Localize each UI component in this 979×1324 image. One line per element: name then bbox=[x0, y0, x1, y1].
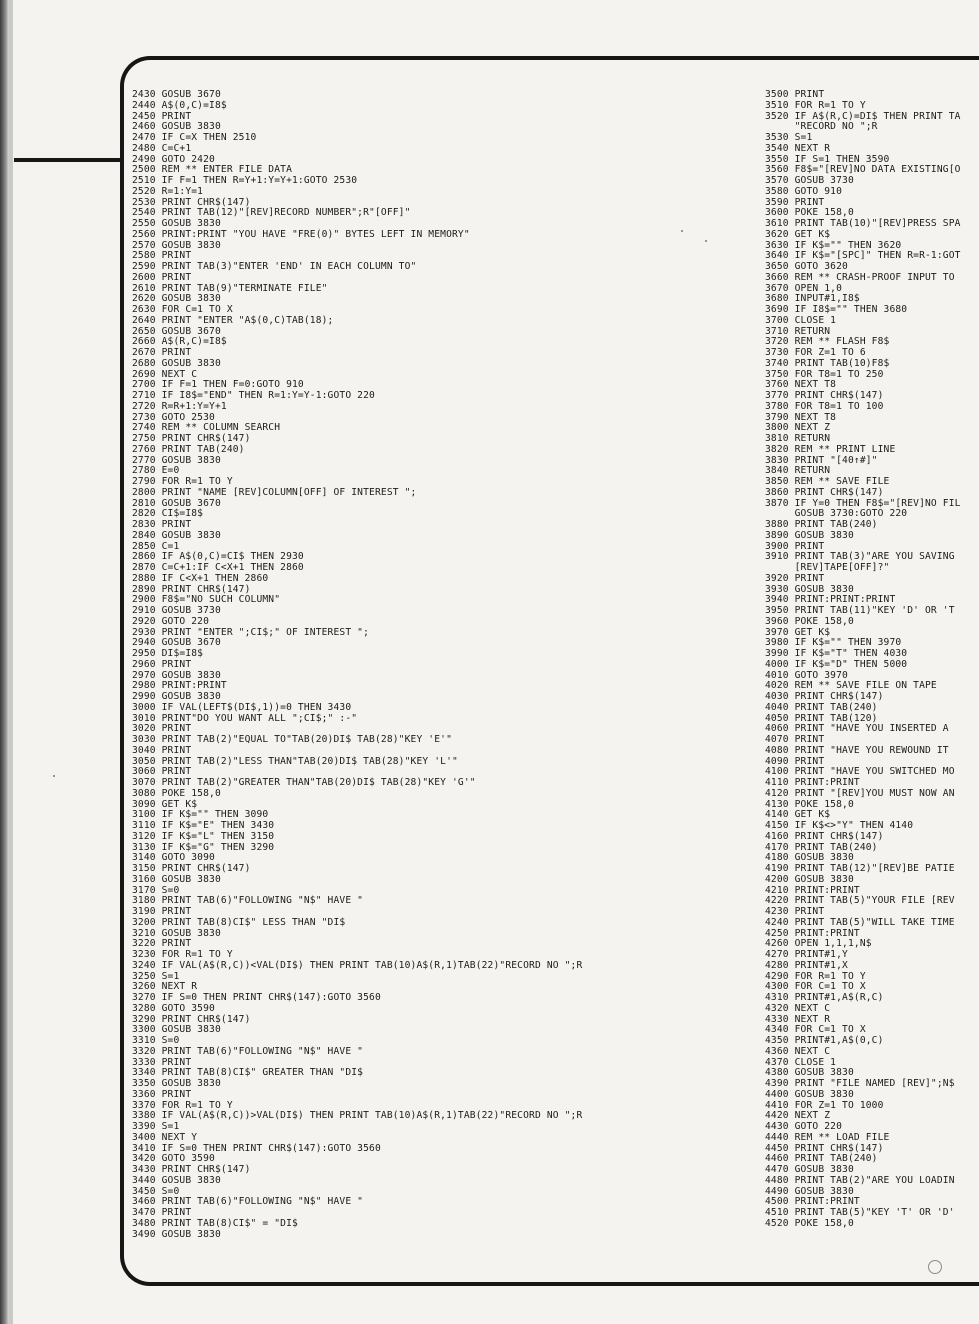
code-line: 3890 GOSUB 3830 bbox=[765, 529, 854, 541]
code-line: 3980 IF K$="" THEN 3970 bbox=[765, 637, 902, 649]
code-line: 3260 NEXT R bbox=[132, 981, 198, 993]
code-line: 4380 GOSUB 3830 bbox=[765, 1067, 854, 1079]
code-line: 2900 F8$="NO SUCH COLUMN" bbox=[132, 594, 281, 606]
code-line: 3090 GET K$ bbox=[132, 798, 198, 810]
code-line: 3010 PRINT"DO YOU WANT ALL ";CI$;" :-" bbox=[132, 712, 358, 724]
code-line: 4390 PRINT "FILE NAMED [REV]";N$ bbox=[765, 1078, 955, 1089]
code-line: 2990 GOSUB 3830 bbox=[132, 691, 221, 702]
frame-tab-rule bbox=[14, 158, 120, 162]
code-line: 3540 NEXT R bbox=[765, 142, 831, 154]
code-line: 2890 PRINT CHR$(147) bbox=[132, 583, 251, 595]
code-line: 3080 POKE 158,0 bbox=[132, 787, 221, 799]
code-line: 3150 PRINT CHR$(147) bbox=[132, 863, 251, 874]
code-line: 3740 PRINT TAB(10)F8$ bbox=[765, 357, 890, 369]
code-line: 3360 PRINT bbox=[132, 1088, 192, 1100]
code-line: 4200 GOSUB 3830 bbox=[765, 873, 854, 885]
code-line: 2480 C=C+1 bbox=[132, 142, 192, 154]
code-line: 2760 PRINT TAB(240) bbox=[132, 443, 245, 455]
code-line: 4060 PRINT "HAVE YOU INSERTED A bbox=[765, 723, 949, 735]
code-line: [REV]TAPE[OFF]?" bbox=[765, 562, 890, 573]
code-line: 4400 GOSUB 3830 bbox=[765, 1088, 854, 1100]
code-line: 3290 PRINT CHR$(147) bbox=[132, 1013, 251, 1025]
code-line: 3510 FOR R=1 TO Y bbox=[765, 99, 866, 111]
code-line: 3370 FOR R=1 TO Y bbox=[132, 1099, 233, 1111]
code-line: 2500 REM ** ENTER FILE DATA bbox=[132, 164, 292, 176]
code-line: 2780 E=0 bbox=[132, 465, 180, 477]
code-line: 2790 FOR R=1 TO Y bbox=[132, 476, 233, 487]
code-line: 2510 IF F=1 THEN R=Y+1:Y=Y+1:GOTO 2530 bbox=[132, 175, 358, 186]
code-line: 4240 PRINT TAB(5)"WILL TAKE TIME bbox=[765, 916, 955, 928]
code-line: 3070 PRINT TAB(2)"GREATER THAN"TAB(20)DI$ TAB(28)"KEY 'G'" bbox=[132, 777, 476, 788]
code-line: 2870 C=C+1:IF C<X+1 THEN 2860 bbox=[132, 562, 304, 573]
code-line: 2680 GOSUB 3830 bbox=[132, 357, 221, 369]
code-line: 3620 GET K$ bbox=[765, 228, 831, 240]
code-line: 4420 NEXT Z bbox=[765, 1110, 831, 1122]
code-line: 4220 PRINT TAB(5)"YOUR FILE [REV bbox=[765, 895, 955, 907]
code-line: 3560 F8$="[REV]NO DATA EXISTING[O bbox=[765, 164, 961, 176]
code-line: 4280 PRINT#1,X bbox=[765, 959, 848, 971]
code-line: 3180 PRINT TAB(6)"FOLLOWING "N$" HAVE " bbox=[132, 895, 364, 907]
code-line: 3880 PRINT TAB(240) bbox=[765, 519, 878, 530]
code-line: 3600 POKE 158,0 bbox=[765, 207, 854, 219]
code-line: 3350 GOSUB 3830 bbox=[132, 1078, 221, 1089]
code-line: 3850 REM ** SAVE FILE bbox=[765, 476, 890, 487]
code-line: 3040 PRINT bbox=[132, 744, 192, 756]
code-line: 3440 GOSUB 3830 bbox=[132, 1174, 221, 1186]
code-line: 4490 GOSUB 3830 bbox=[765, 1185, 854, 1197]
code-line: 3690 IF I8$="" THEN 3680 bbox=[765, 304, 908, 315]
code-line: 2650 GOSUB 3670 bbox=[132, 325, 221, 337]
listing-left-column bbox=[132, 90, 672, 1270]
code-line: 2810 GOSUB 3670 bbox=[132, 497, 221, 509]
code-line: 3670 OPEN 1,0 bbox=[765, 282, 843, 294]
code-line: 4260 OPEN 1,1,1,N$ bbox=[765, 938, 872, 950]
code-line: 3840 RETURN bbox=[765, 465, 831, 477]
code-line: 2730 GOTO 2530 bbox=[132, 411, 215, 423]
code-line: 2840 GOSUB 3830 bbox=[132, 529, 221, 541]
code-line: 3410 IF S=0 THEN PRINT CHR$(147):GOTO 3560 bbox=[132, 1142, 381, 1154]
code-line: 2750 PRINT CHR$(147) bbox=[132, 433, 251, 444]
code-line: 4040 PRINT TAB(240) bbox=[765, 701, 878, 713]
code-line: 3130 IF K$="G" THEN 3290 bbox=[132, 841, 275, 853]
code-line: 4500 PRINT:PRINT bbox=[765, 1196, 860, 1208]
code-line: 4090 PRINT bbox=[765, 755, 825, 767]
code-line: 3790 NEXT T8 bbox=[765, 411, 837, 423]
code-line: 3520 IF A$(R,C)=DI$ THEN PRINT TA bbox=[765, 110, 961, 122]
code-line: 3970 GET K$ bbox=[765, 626, 831, 638]
code-line: 3270 IF S=0 THEN PRINT CHR$(147):GOTO 3560 bbox=[132, 992, 381, 1003]
code-line: 2470 IF C=X THEN 2510 bbox=[132, 132, 257, 143]
code-line: 3320 PRINT TAB(6)"FOLLOWING "N$" HAVE " bbox=[132, 1045, 364, 1057]
code-line: 4310 PRINT#1,A$(R,C) bbox=[765, 992, 884, 1003]
code-line: 3900 PRINT bbox=[765, 540, 825, 552]
code-line: 4080 PRINT "HAVE YOU REWOUND IT bbox=[765, 744, 949, 756]
code-line: 3580 GOTO 910 bbox=[765, 185, 843, 197]
code-line: 2820 CI$=I8$ bbox=[132, 508, 204, 520]
code-line: 4230 PRINT bbox=[765, 906, 825, 917]
code-line: 4250 PRINT:PRINT bbox=[765, 927, 860, 939]
code-line: 3550 IF S=1 THEN 3590 bbox=[765, 153, 890, 165]
code-line: 4020 REM ** SAVE FILE ON TAPE bbox=[765, 680, 937, 692]
code-line: 3780 FOR T8=1 TO 100 bbox=[765, 400, 884, 412]
code-line: 3000 IF VAL(LEFT$(DI$,1))=0 THEN 3430 bbox=[132, 701, 352, 713]
code-line: 3460 PRINT TAB(6)"FOLLOWING "N$" HAVE " bbox=[132, 1196, 364, 1208]
code-line: 4160 PRINT CHR$(147) bbox=[765, 830, 884, 842]
code-line: 3480 PRINT TAB(8)CI$" = "DI$ bbox=[132, 1217, 298, 1229]
code-line: 4320 NEXT C bbox=[765, 1002, 831, 1014]
code-line: 3800 NEXT Z bbox=[765, 422, 831, 434]
code-line: 2700 IF F=1 THEN F=0:GOTO 910 bbox=[132, 379, 304, 391]
code-line: 3940 PRINT:PRINT:PRINT bbox=[765, 594, 896, 606]
code-line: 4520 POKE 158,0 bbox=[765, 1217, 854, 1229]
code-line: 4010 GOTO 3970 bbox=[765, 669, 848, 681]
code-line: 4180 GOSUB 3830 bbox=[765, 852, 854, 864]
code-line: 2920 GOTO 220 bbox=[132, 615, 210, 627]
code-line: 3770 PRINT CHR$(147) bbox=[765, 390, 884, 401]
code-line: 2850 C=1 bbox=[132, 540, 180, 552]
code-line: 2610 PRINT TAB(9)"TERMINATE FILE" bbox=[132, 282, 328, 294]
code-line: 3280 GOTO 3590 bbox=[132, 1002, 215, 1014]
code-line: 4290 FOR R=1 TO Y bbox=[765, 970, 866, 982]
code-line: 2710 IF I8$="END" THEN R=1:Y=Y-1:GOTO 220 bbox=[132, 390, 375, 401]
code-line: 4410 FOR Z=1 TO 1000 bbox=[765, 1099, 884, 1111]
code-line: 2940 GOSUB 3670 bbox=[132, 637, 221, 649]
code-line: 4110 PRINT:PRINT bbox=[765, 777, 860, 788]
code-line: 3660 REM ** CRASH-PROOF INPUT TO bbox=[765, 271, 955, 283]
code-line: 4480 PRINT TAB(2)"ARE YOU LOADIN bbox=[765, 1174, 955, 1186]
listing-right-column bbox=[765, 90, 979, 1270]
paper-speck bbox=[681, 230, 683, 232]
code-line: 3870 IF Y=0 THEN F8$="[REV]NO FIL bbox=[765, 497, 961, 509]
code-line: 3930 GOSUB 3830 bbox=[765, 583, 854, 595]
code-line: 3950 PRINT TAB(11)"KEY 'D' OR 'T bbox=[765, 605, 955, 616]
code-line: 2770 GOSUB 3830 bbox=[132, 454, 221, 466]
code-line: 2490 GOTO 2420 bbox=[132, 153, 215, 165]
page-binding-shadow bbox=[9, 0, 13, 1324]
code-line: 2660 A$(R,C)=I8$ bbox=[132, 336, 227, 348]
code-line: 3160 GOSUB 3830 bbox=[132, 873, 221, 885]
code-line: 3140 GOTO 3090 bbox=[132, 852, 215, 864]
code-line: 2590 PRINT TAB(3)"ENTER 'END' IN EACH COLUMN TO" bbox=[132, 261, 417, 272]
code-line: 3530 S=1 bbox=[765, 132, 813, 143]
code-line: 4460 PRINT TAB(240) bbox=[765, 1153, 878, 1165]
code-line: 3810 RETURN bbox=[765, 433, 831, 444]
code-line: 3990 IF K$="T" THEN 4030 bbox=[765, 648, 908, 659]
code-line: 2980 PRINT:PRINT bbox=[132, 680, 227, 692]
code-line: 2910 GOSUB 3730 bbox=[132, 605, 221, 616]
punch-hole-icon bbox=[928, 1260, 942, 1274]
code-line: 4350 PRINT#1,A$(0,C) bbox=[765, 1035, 884, 1046]
code-line: 2690 NEXT C bbox=[132, 368, 198, 380]
code-line: 3700 CLOSE 1 bbox=[765, 314, 837, 326]
code-line: 4100 PRINT "HAVE YOU SWITCHED MO bbox=[765, 766, 955, 778]
code-line: 4470 GOSUB 3830 bbox=[765, 1164, 854, 1175]
code-line: 3500 PRINT bbox=[765, 90, 825, 100]
code-line: 3060 PRINT bbox=[132, 766, 192, 778]
code-line: 3820 REM ** PRINT LINE bbox=[765, 443, 896, 455]
code-line: 4370 CLOSE 1 bbox=[765, 1056, 837, 1068]
code-line: 3380 IF VAL(A$(R,C))>VAL(DI$) THEN PRINT TAB(10)A$(R,1)TAB(22)"RECORD NO ";R bbox=[132, 1110, 583, 1122]
code-line: 4450 PRINT CHR$(147) bbox=[765, 1142, 884, 1154]
code-line: 3330 PRINT bbox=[132, 1056, 192, 1068]
code-line: 4140 GET K$ bbox=[765, 809, 831, 821]
code-line: 2450 PRINT bbox=[132, 110, 192, 122]
code-line: 2720 R=R+1:Y=Y+1 bbox=[132, 400, 227, 412]
code-line: 2460 GOSUB 3830 bbox=[132, 121, 221, 133]
code-line: 3590 PRINT bbox=[765, 196, 825, 208]
code-line: 2670 PRINT bbox=[132, 347, 192, 358]
code-line: 3390 S=1 bbox=[132, 1121, 180, 1132]
code-line: 2960 PRINT bbox=[132, 658, 192, 670]
code-line: 4000 IF K$="D" THEN 5000 bbox=[765, 658, 908, 670]
code-line: 3310 S=0 bbox=[132, 1035, 180, 1046]
code-line: 2930 PRINT "ENTER ";CI$;" OF INTEREST "; bbox=[132, 626, 370, 638]
code-line: 3030 PRINT TAB(2)"EQUAL TO"TAB(20)DI$ TAB(28)"KEY 'E'" bbox=[132, 734, 452, 745]
code-line: 2620 GOSUB 3830 bbox=[132, 293, 221, 305]
code-line: 2520 R=1:Y=1 bbox=[132, 185, 204, 197]
code-line: 3100 IF K$="" THEN 3090 bbox=[132, 809, 269, 821]
code-line: 4050 PRINT TAB(120) bbox=[765, 712, 878, 724]
code-line: 3110 IF K$="E" THEN 3430 bbox=[132, 820, 275, 831]
code-line: 3720 REM ** FLASH F8$ bbox=[765, 336, 890, 348]
code-line: 2440 A$(0,C)=I8$ bbox=[132, 99, 227, 111]
code-line: 3750 FOR T8=1 TO 250 bbox=[765, 368, 884, 380]
code-line: 3610 PRINT TAB(10)"[REV]PRESS SPA bbox=[765, 218, 961, 229]
code-line: 3730 FOR Z=1 TO 6 bbox=[765, 347, 866, 358]
code-line: 3570 GOSUB 3730 bbox=[765, 175, 854, 186]
code-line: 3200 PRINT TAB(8)CI$" LESS THAN "DI$ bbox=[132, 916, 346, 928]
code-line: 3420 GOTO 3590 bbox=[132, 1153, 215, 1165]
code-line: 3490 GOSUB 3830 bbox=[132, 1228, 221, 1240]
code-line: 3250 S=1 bbox=[132, 970, 180, 982]
code-line: 4270 PRINT#1,Y bbox=[765, 949, 848, 960]
paper-speck bbox=[705, 240, 707, 242]
code-line: 3430 PRINT CHR$(147) bbox=[132, 1164, 251, 1175]
code-line: 4330 NEXT R bbox=[765, 1013, 831, 1025]
code-line: 3470 PRINT bbox=[132, 1207, 192, 1218]
code-line: 3710 RETURN bbox=[765, 325, 831, 337]
code-line: 4430 GOTO 220 bbox=[765, 1121, 843, 1132]
code-line: 2740 REM ** COLUMN SEARCH bbox=[132, 422, 281, 434]
code-line: 2950 DI$=I8$ bbox=[132, 648, 204, 659]
code-line: 3860 PRINT CHR$(147) bbox=[765, 486, 884, 498]
code-line: 3230 FOR R=1 TO Y bbox=[132, 949, 233, 960]
code-line: 2600 PRINT bbox=[132, 271, 192, 283]
code-line: 4030 PRINT CHR$(147) bbox=[765, 691, 884, 702]
code-line: 4130 POKE 158,0 bbox=[765, 798, 854, 810]
code-line: 2860 IF A$(0,C)=CI$ THEN 2930 bbox=[132, 551, 304, 563]
code-line: 2560 PRINT:PRINT "YOU HAVE "FRE(0)" BYTES LEFT IN MEMORY" bbox=[132, 228, 470, 240]
code-line: 4440 REM ** LOAD FILE bbox=[765, 1131, 890, 1143]
code-line: "RECORD NO ";R bbox=[765, 121, 878, 133]
paper-speck bbox=[53, 775, 55, 777]
code-line: 3020 PRINT bbox=[132, 723, 192, 735]
code-line: 3170 S=0 bbox=[132, 884, 180, 896]
code-line: 3400 NEXT Y bbox=[132, 1131, 198, 1143]
code-line: 4300 FOR C=1 TO X bbox=[765, 981, 866, 993]
code-line: 3920 PRINT bbox=[765, 572, 825, 584]
page-binding-edge bbox=[0, 0, 9, 1324]
code-line: 2880 IF C<X+1 THEN 2860 bbox=[132, 572, 269, 584]
code-line: 3450 S=0 bbox=[132, 1185, 180, 1197]
code-line: 2550 GOSUB 3830 bbox=[132, 218, 221, 229]
code-line: 3190 PRINT bbox=[132, 906, 192, 917]
code-line: 4190 PRINT TAB(12)"[REV]BE PATIE bbox=[765, 863, 955, 874]
code-line: 3240 IF VAL(A$(R,C))<VAL(DI$) THEN PRINT TAB(10)A$(R,1)TAB(22)"RECORD NO ";R bbox=[132, 959, 583, 971]
code-line: 3640 IF K$="[SPC]" THEN R=R-1:GOT bbox=[765, 250, 961, 262]
code-line: 2540 PRINT TAB(12)"[REV]RECORD NUMBER";R"[OFF]" bbox=[132, 207, 411, 219]
code-line: 2640 PRINT "ENTER "A$(0,C)TAB(18); bbox=[132, 314, 334, 326]
code-line: 4510 PRINT TAB(5)"KEY 'T' OR 'D' bbox=[765, 1207, 955, 1218]
code-line: 3910 PRINT TAB(3)"ARE YOU SAVING bbox=[765, 551, 955, 563]
code-line: 3760 NEXT T8 bbox=[765, 379, 837, 391]
code-line: 4340 FOR C=1 TO X bbox=[765, 1024, 866, 1036]
code-line: GOSUB 3730:GOTO 220 bbox=[765, 508, 908, 520]
code-line: 4210 PRINT:PRINT bbox=[765, 884, 860, 896]
code-line: 2570 GOSUB 3830 bbox=[132, 239, 221, 251]
code-line: 3830 PRINT "[40↑#]" bbox=[765, 454, 878, 466]
code-line: 2800 PRINT "NAME [REV]COLUMN[OFF] OF INTEREST "; bbox=[132, 486, 417, 498]
code-line: 4360 NEXT C bbox=[765, 1045, 831, 1057]
code-line: 4170 PRINT TAB(240) bbox=[765, 841, 878, 853]
code-line: 2430 GOSUB 3670 bbox=[132, 90, 221, 100]
code-line: 3120 IF K$="L" THEN 3150 bbox=[132, 830, 275, 842]
code-line: 3650 GOTO 3620 bbox=[765, 261, 848, 272]
code-line: 2580 PRINT bbox=[132, 250, 192, 262]
code-line: 2830 PRINT bbox=[132, 519, 192, 530]
code-line: 3300 GOSUB 3830 bbox=[132, 1024, 221, 1036]
code-line: 3630 IF K$="" THEN 3620 bbox=[765, 239, 902, 251]
code-line: 4120 PRINT "[REV]YOU MUST NOW AN bbox=[765, 787, 955, 799]
code-line: 2530 PRINT CHR$(147) bbox=[132, 196, 251, 208]
code-line: 3960 POKE 158,0 bbox=[765, 615, 854, 627]
code-line: 4070 PRINT bbox=[765, 734, 825, 745]
code-line: 3050 PRINT TAB(2)"LESS THAN"TAB(20)DI$ TAB(28)"KEY 'L'" bbox=[132, 755, 458, 767]
code-line: 3340 PRINT TAB(8)CI$" GREATER THAN "DI$ bbox=[132, 1067, 364, 1079]
code-line: 3220 PRINT bbox=[132, 938, 192, 950]
code-line: 3680 INPUT#1,I8$ bbox=[765, 293, 860, 305]
code-line: 4150 IF K$<>"Y" THEN 4140 bbox=[765, 820, 914, 831]
code-line: 3210 GOSUB 3830 bbox=[132, 927, 221, 939]
code-line: 2970 GOSUB 3830 bbox=[132, 669, 221, 681]
code-line: 2630 FOR C=1 TO X bbox=[132, 304, 233, 315]
